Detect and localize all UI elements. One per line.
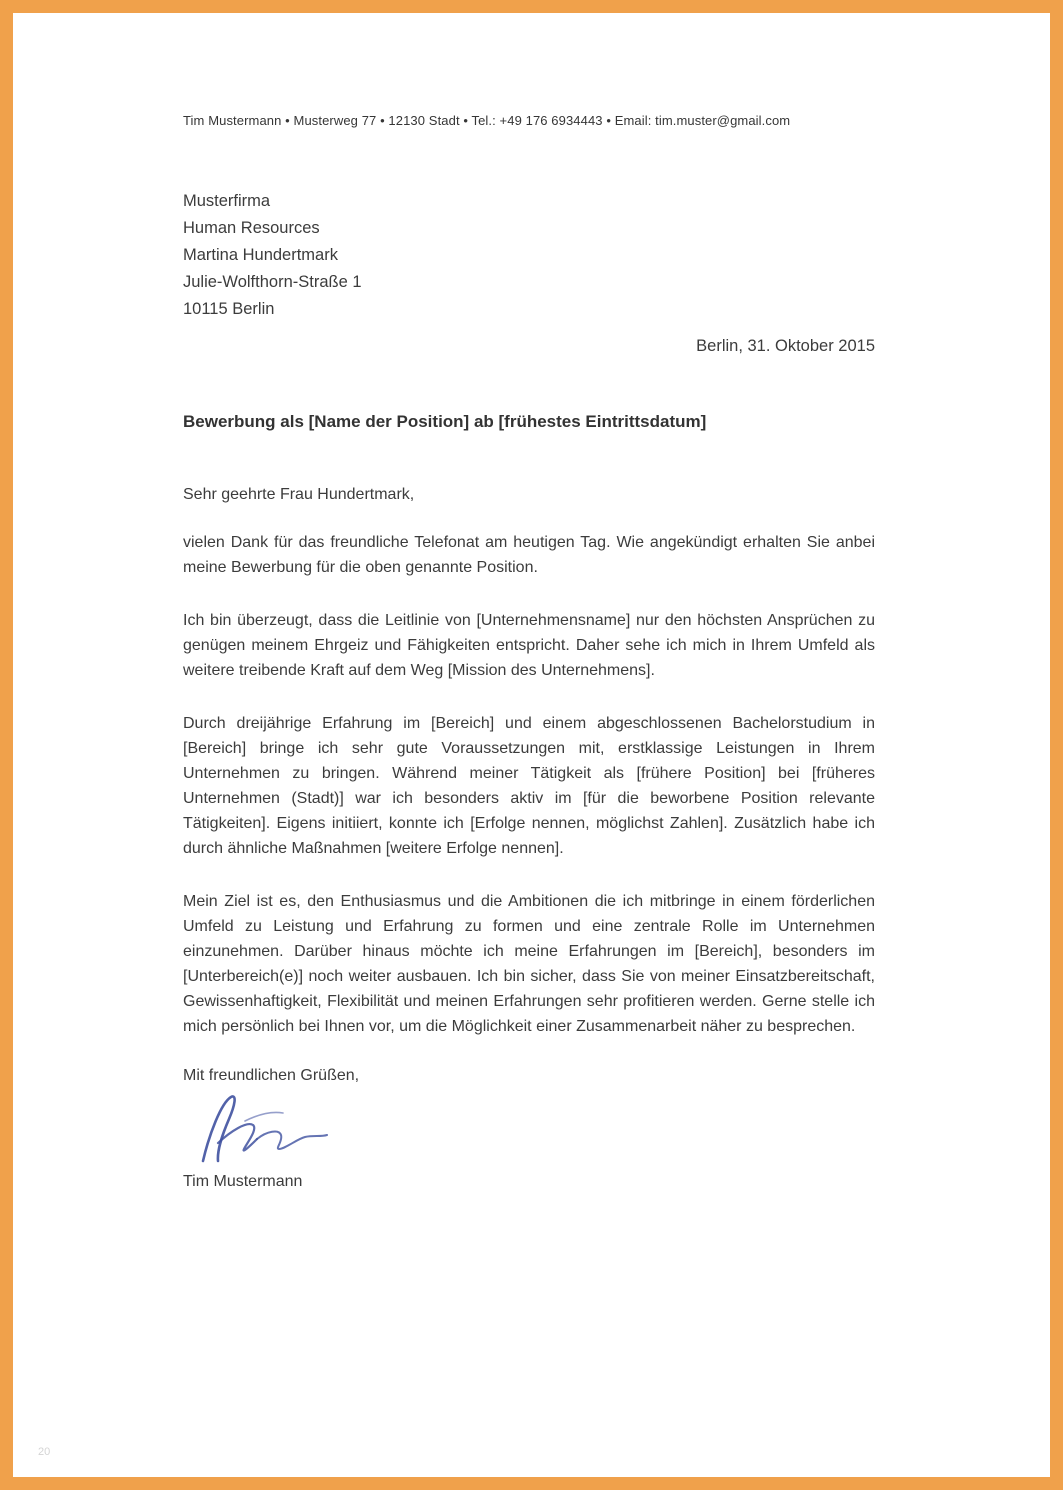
page-number: 20 (38, 1446, 51, 1458)
subject-line: Bewerbung als [Name der Position] ab [frühestes Eintrittsdatum] (183, 412, 707, 431)
date-line: Berlin, 31. Oktober 2015 (696, 337, 875, 355)
paragraph-motivation: Ich bin überzeugt, dass die Leitlinie von [Unternehmensname] nur den höchsten Ansprüchen zu genügen meinem Ehrgeiz und Fähigkeiten entspricht. Daher sehe ich mich in Ihrem Umfeld als weitere treibende Kraft auf dem Weg [Mission des Unternehmens]. (183, 612, 875, 679)
letter-content (13, 13, 1050, 1477)
recipient-city: 10115 Berlin (183, 300, 275, 318)
recipient-name: Martina Hundertmark (183, 246, 338, 264)
recipient-street: Julie-Wolfthorn-Straße 1 (183, 273, 362, 291)
paragraph-experience: Durch dreijährige Erfahrung im [Bereich] und einem abgeschlossenen Bachelorstudium in [Bereich] bringe ich sehr gute Voraussetzungen mit, erstklassige Leistungen in Ihrem Unternehmen zu bringen. Während meiner Tätigkeit als [frühere Position] bei [früheres Unternehmen (Stadt)] war ich besonders aktiv im [für die beworbene Position relevante Tätigkeiten]. Eigens initiiert, konnte ich [Erfolge nennen, möglichst Zahlen]. Zusätzlich habe ich durch ähnliche Maßnahmen [weitere Erfolge nennen]. (183, 715, 875, 857)
recipient-address-block (183, 188, 875, 323)
signature-name: Tim Mustermann (183, 1173, 303, 1190)
closing-line: Mit freundlichen Grüßen, (183, 1067, 360, 1084)
recipient-department: Human Resources (183, 219, 320, 237)
signature-image (187, 1091, 357, 1171)
recipient-company: Musterfirma (183, 192, 271, 210)
sender-contact-line: Tim Mustermann • Musterweg 77 • 12130 Stadt • Tel.: +49 176 6934443 • Email: tim.muster@gmail.com (183, 113, 791, 128)
salutation: Sehr geehrte Frau Hundertmark, (183, 486, 415, 503)
paragraph-goals: Mein Ziel ist es, den Enthusiasmus und die Ambitionen die ich mitbringe in einem förderlichen Umfeld zu Leistung und Erfahrung zu formen und eine zentrale Rolle im Unternehmen einzunehmen. Darüber hinaus möchte ich meine Erfahrungen im [Bereich], besonders im [Unterbereich(e)] noch weiter ausbauen. Ich bin sicher, dass Sie von meiner Einsatzbereitschaft, Gewissenhaftigkeit, Flexibilität und meinen Erfahrungen sehr profitieren werden. Gerne stelle ich mich persönlich bei Ihnen vor, um die Möglichkeit einer Zusammenarbeit näher zu besprechen. (183, 893, 875, 1035)
paragraph-thanks: vielen Dank für das freundliche Telefonat am heutigen Tag. Wie angekündigt erhalten Sie anbei meine Bewerbung für die oben genannte Position. (183, 534, 875, 576)
